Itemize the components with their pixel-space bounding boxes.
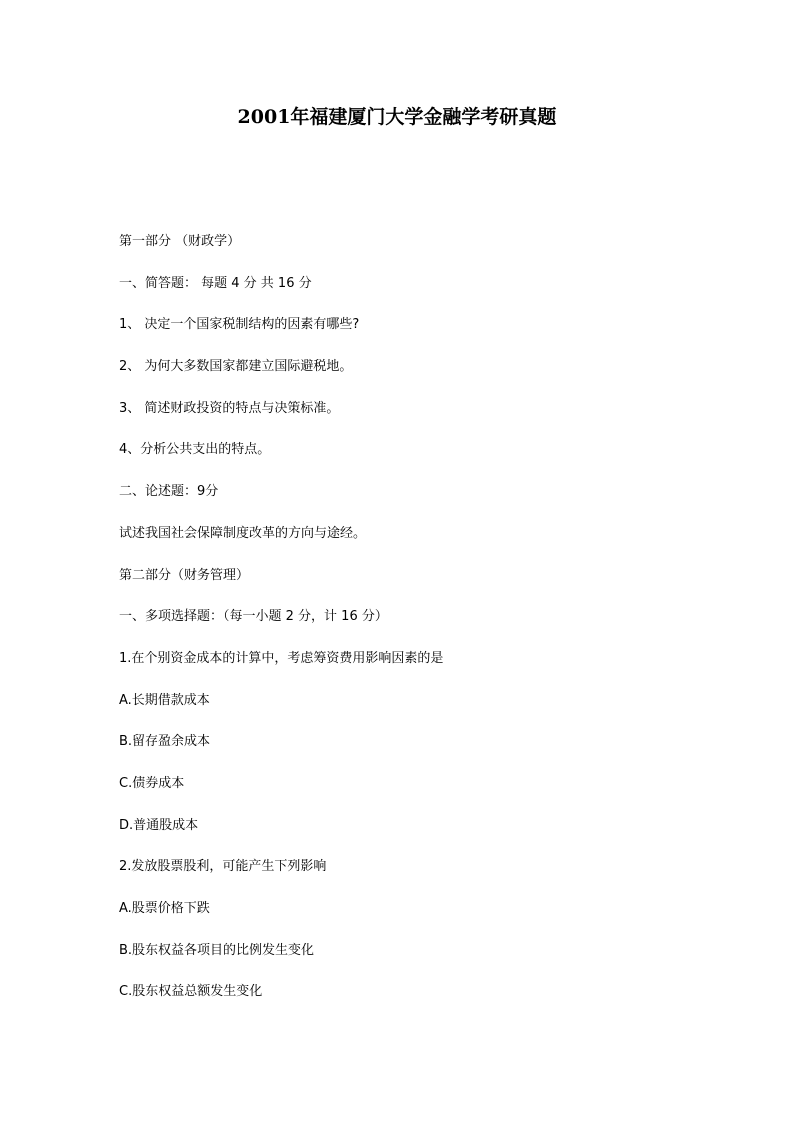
mc-q1-option-a: A.长期借款成本: [119, 692, 210, 708]
section-heading-part-two: 第二部分（财务管理）: [119, 567, 250, 583]
document-body: [119, 232, 719, 1024]
section-heading-part-one: 第一部分 （财政学）: [119, 234, 241, 249]
question-3: 3、 简述财政投资的特点与决策标准。: [119, 400, 340, 416]
question-2: 2、 为何大多数国家都建立国际避税地。: [119, 359, 353, 375]
document-title: 2001年福建厦门大学金融学考研真题: [237, 106, 557, 128]
mc-q1-option-b: B.留存盈余成本: [119, 734, 211, 750]
short-answer-heading: 一、简答题： 每题 4 分 共 16 分: [119, 275, 312, 291]
essay-question: 试述我国社会保障制度改革的方向与途经。: [119, 525, 367, 541]
question-4: 4、分析公共支出的特点。: [119, 442, 271, 458]
mc-q2-option-b: B.股东权益各项目的比例发生变化: [119, 942, 315, 958]
mc-q1-option-c: C.债券成本: [119, 775, 185, 791]
mc-q2-option-c: C.股东权益总额发生变化: [119, 984, 263, 1000]
multiple-choice-heading: 一、多项选择题：（每一小题 2 分，计 16 分）: [119, 609, 388, 625]
essay-heading: 二、论述题：9分: [119, 484, 219, 500]
question-1: 1、 决定一个国家税制结构的因素有哪些?: [119, 317, 360, 333]
mc-question-2: 2.发放股票股利，可能产生下列影响: [119, 859, 327, 875]
mc-q1-option-d: D.普通股成本: [119, 817, 199, 833]
mc-q2-option-a: A.股票价格下跌: [119, 901, 210, 916]
mc-question-1: 1.在个别资金成本的计算中，考虑筹资费用影响因素的是: [119, 650, 444, 666]
